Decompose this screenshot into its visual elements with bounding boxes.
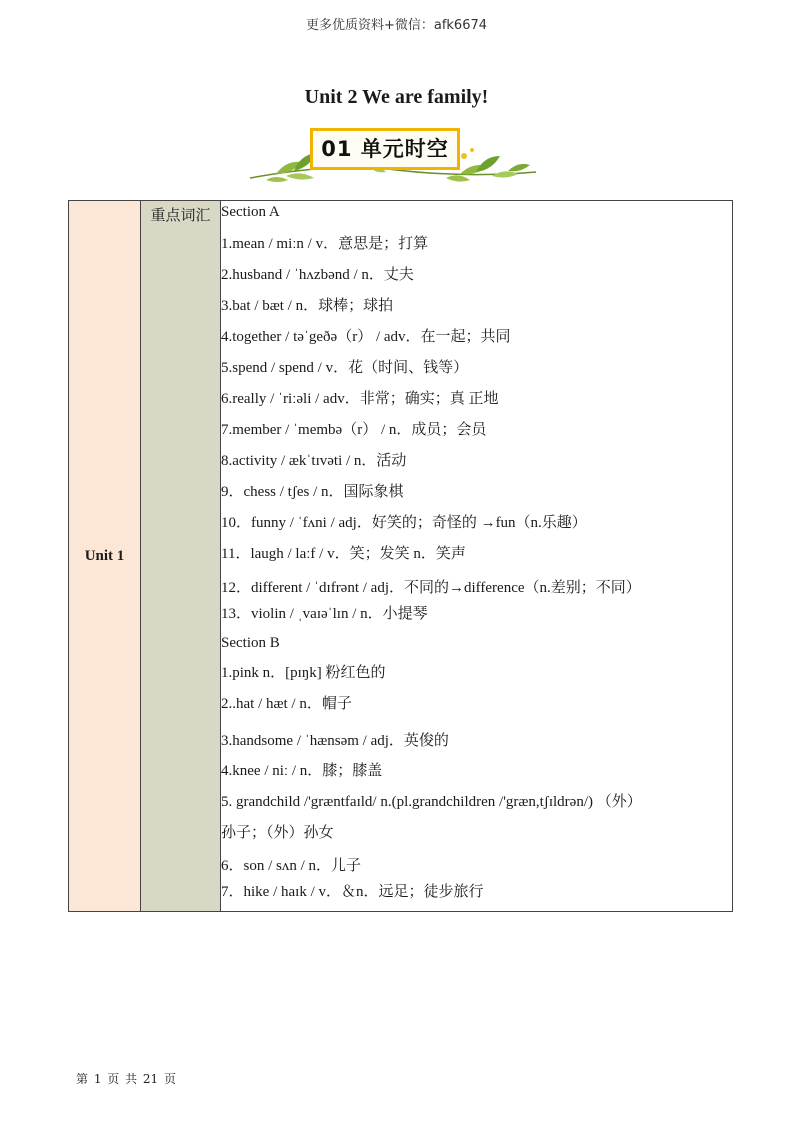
list-item: 12．different / ˈdɪfrənt / adj．不同的→difference（n.差别；不同） <box>221 580 641 596</box>
vocabulary-table <box>68 200 733 912</box>
section-a-heading: Section A <box>221 204 280 220</box>
list-item: 5. grandchild /'græntfaɪld/ n.(pl.grandchildren /'græn,tʃɪldrən/) （外） <box>221 794 642 810</box>
list-item: 2..hat / hæt / n．帽子 <box>221 696 352 712</box>
list-item: 4.knee / niː / n．膝；膝盖 <box>221 763 383 779</box>
list-item: 13．violin / ˌvaɪəˈlɪn / n．小提琴 <box>221 606 428 622</box>
category-label: 重点词汇 <box>150 208 211 224</box>
section-banner <box>246 122 546 194</box>
list-item: 9．chess / tʃes / n．国际象棋 <box>221 484 404 500</box>
document-title: Unit 2 We are family! <box>304 86 489 108</box>
list-item: 3.bat / bæt / n．球棒；球拍 <box>221 298 394 314</box>
list-item: 11．laugh / laːf / v．笑；发笑 n．笑声 <box>221 546 466 562</box>
section-b-heading: Section B <box>221 635 280 651</box>
list-item: 6.really / ˈriːəli / adv．非常；确实；真 正地 <box>221 391 499 407</box>
list-item: 1.pink n．[pɪŋk] 粉红色的 <box>221 665 386 681</box>
list-item: 7.member / ˈmembə（r） / n．成员；会员 <box>221 422 487 438</box>
page-number: 第 1 页 共 21 页 <box>76 1072 176 1086</box>
vocabulary-content <box>221 201 733 912</box>
list-item: 4.together / təˈgeðə（r） / adv．在一起；共同 <box>221 329 511 345</box>
list-item: 孙子；（外）孙女 <box>221 825 334 841</box>
list-item: 10．funny / ˈfʌni / adj．好笑的；奇怪的 →fun（n.乐趣） <box>221 515 587 531</box>
list-item: 5.spend / spend / v．花（时间、钱等） <box>221 360 469 376</box>
banner-label: 01 单元时空 <box>321 137 449 161</box>
list-item: 2.husband / ˈhʌzbənd / n．丈夫 <box>221 267 414 283</box>
list-item: 3.handsome / ˈhænsəm / adj．英俊的 <box>221 733 449 749</box>
list-item: 6．son / sʌn / n．儿子 <box>221 858 362 874</box>
list-item: 1.mean / miːn / v．意思是；打算 <box>221 236 429 252</box>
watermark-text: 更多优质资料+微信：afk6674 <box>305 18 488 33</box>
table-row <box>69 201 733 912</box>
list-item: 8.activity / ækˈtɪvəti / n．活动 <box>221 453 407 469</box>
unit-cell: Unit 1 <box>69 201 141 912</box>
category-cell <box>141 201 221 912</box>
list-item: 7．hike / haɪk / v．＆n．远足；徒步旅行 <box>221 884 484 900</box>
